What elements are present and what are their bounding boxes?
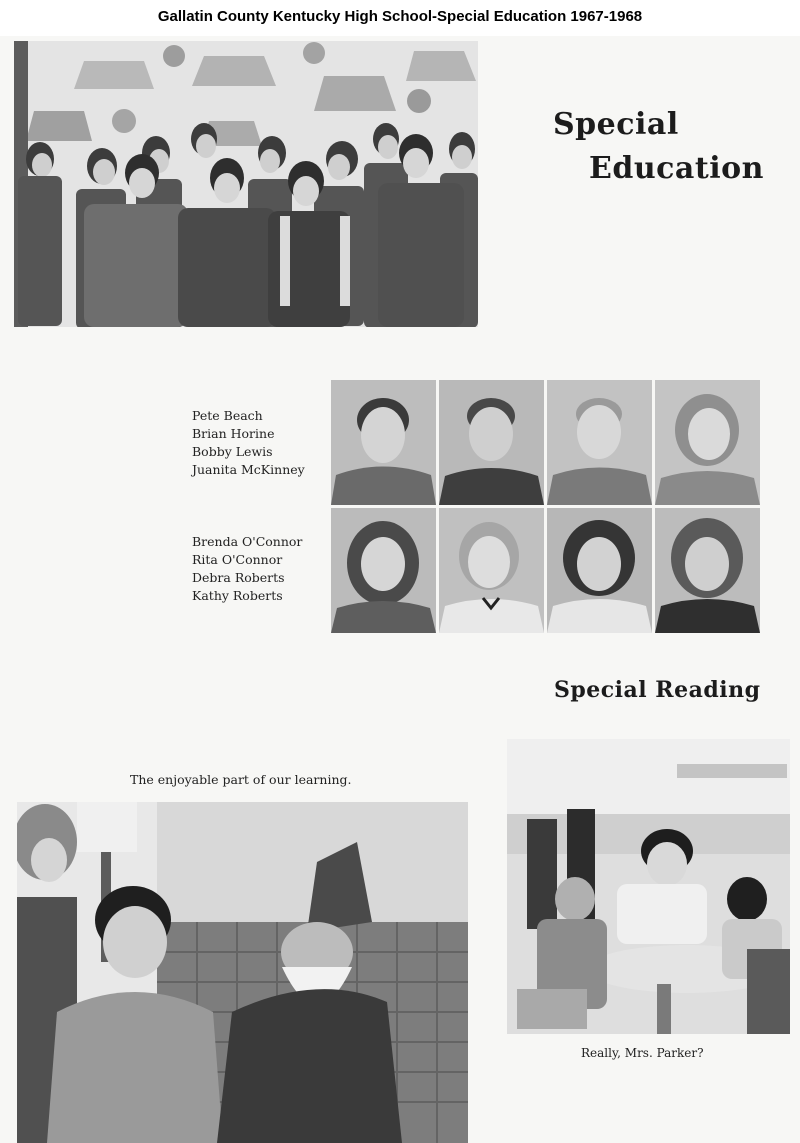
- student-name: Pete Beach: [192, 408, 263, 423]
- student-name: Debra Roberts: [192, 570, 285, 585]
- portrait-grid: [331, 380, 760, 633]
- student-name: Rita O'Connor: [192, 552, 283, 567]
- class-group-photo: [14, 41, 478, 327]
- student-name: Juanita McKinney: [192, 462, 305, 477]
- caption-really-mrs-parker: Really, Mrs. Parker?: [581, 1046, 704, 1060]
- heading-education: Education: [589, 151, 764, 186]
- portrait-photo: [331, 380, 436, 505]
- santa-visit-photo: [17, 802, 468, 1143]
- portrait-photo: [439, 508, 544, 633]
- student-name: Bobby Lewis: [192, 444, 273, 459]
- reading-class-photo: [507, 739, 790, 1034]
- caption-enjoyable-part: The enjoyable part of our learning.: [130, 772, 352, 787]
- heading-special-reading: Special Reading: [554, 677, 761, 703]
- portrait-photo: [439, 380, 544, 505]
- portrait-photo: [331, 508, 436, 633]
- portrait-photo: [655, 380, 760, 505]
- portrait-photo: [547, 380, 652, 505]
- student-name: Brenda O'Connor: [192, 534, 303, 549]
- name-list-group1: [192, 407, 305, 479]
- portrait-photo: [547, 508, 652, 633]
- heading-special: Special: [553, 107, 679, 142]
- page-banner-title: Gallatin County Kentucky High School-Special Education 1967-1968: [0, 0, 800, 36]
- student-name: Brian Horine: [192, 426, 275, 441]
- student-name: Kathy Roberts: [192, 588, 283, 603]
- name-list-group2: [192, 533, 302, 605]
- portrait-photo: [655, 508, 760, 633]
